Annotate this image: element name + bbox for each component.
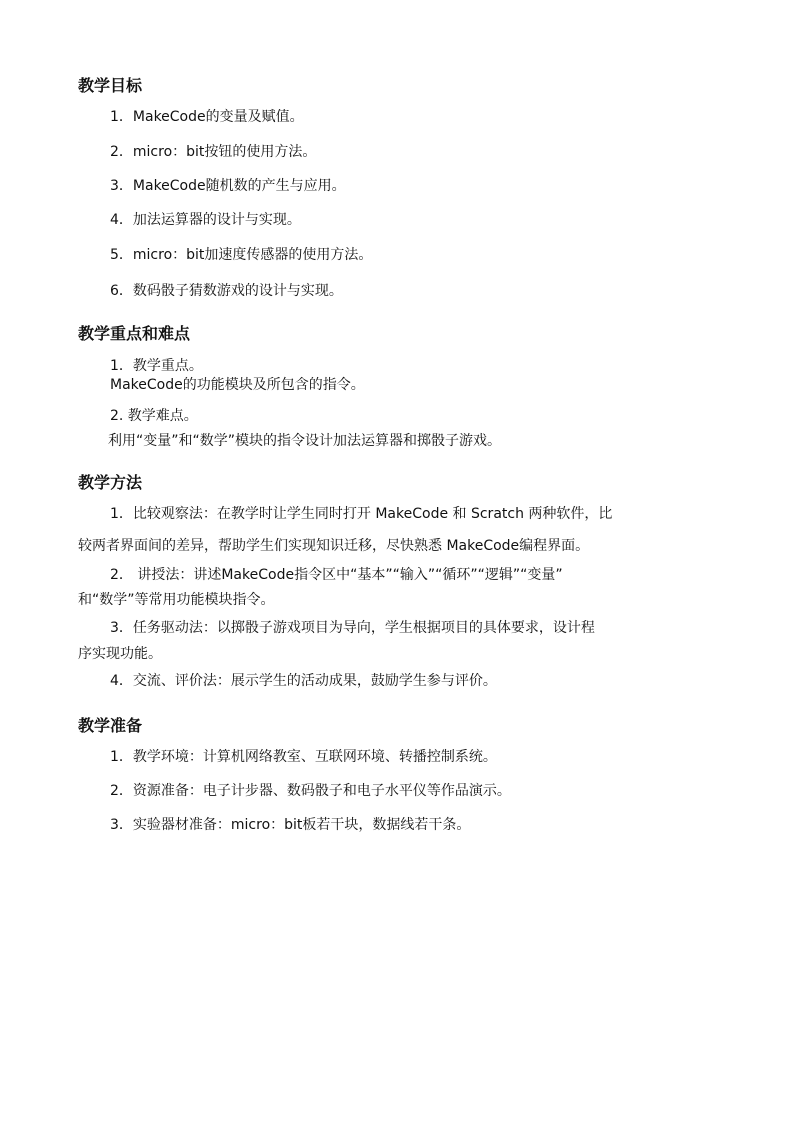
method-3-line-2: 序实现功能。 [78, 646, 162, 662]
method-2-line-1: 2． 讲授法：讲述MakeCode指令区中“基本”“输入”“循环”“逻辑”“变量” [110, 567, 563, 583]
difficult-point-label: 2. 教学难点。 [110, 408, 198, 424]
goal-item-3: 3．MakeCode随机数的产生与应用。 [110, 178, 346, 194]
section-heading-methods: 教学方法 [78, 473, 143, 492]
goal-item-5: 5．micro：bit加速度传感器的使用方法。 [110, 247, 373, 263]
method-1-line-2: 较两者界面间的差异，帮助学生们实现知识迁移，尽快熟悉 MakeCode编程界面。 [78, 538, 590, 554]
goal-item-2: 2．micro：bit按钮的使用方法。 [110, 144, 317, 160]
goal-item-1: 1．MakeCode的变量及赋值。 [110, 109, 304, 125]
difficult-point-text: 利用“变量”和“数学”模块的指令设计加法运算器和掷骰子游戏。 [108, 433, 502, 449]
method-3-line-1: 3．任务驱动法：以掷骰子游戏项目为导向，学生根据项目的具体要求，设计程 [110, 620, 595, 636]
method-1-line-1: 1．比较观察法：在教学时让学生同时打开 MakeCode 和 Scratch 两种软件，比 [110, 506, 613, 522]
section-heading-key-points: 教学重点和难点 [78, 324, 191, 343]
key-point-text: MakeCode的功能模块及所包含的指令。 [110, 377, 365, 393]
method-2-line-2: 和“数学”等常用功能模块指令。 [78, 592, 275, 608]
goal-item-6: 6．数码骰子猜数游戏的设计与实现。 [110, 283, 343, 299]
key-point-label: 1．教学重点。 [110, 358, 203, 374]
preparation-item-2: 2．资源准备：电子计步器、数码骰子和电子水平仪等作品演示。 [110, 783, 511, 799]
method-4-line-1: 4．交流、评价法：展示学生的活动成果，鼓励学生参与评价。 [110, 673, 497, 689]
section-heading-goals: 教学目标 [78, 76, 143, 95]
goal-item-4: 4．加法运算器的设计与实现。 [110, 212, 301, 228]
section-heading-preparation: 教学准备 [78, 716, 143, 735]
preparation-item-3: 3．实验器材准备：micro：bit板若干块，数据线若干条。 [110, 817, 471, 833]
preparation-item-1: 1．教学环境：计算机网络教室、互联网环境、转播控制系统。 [110, 749, 497, 765]
